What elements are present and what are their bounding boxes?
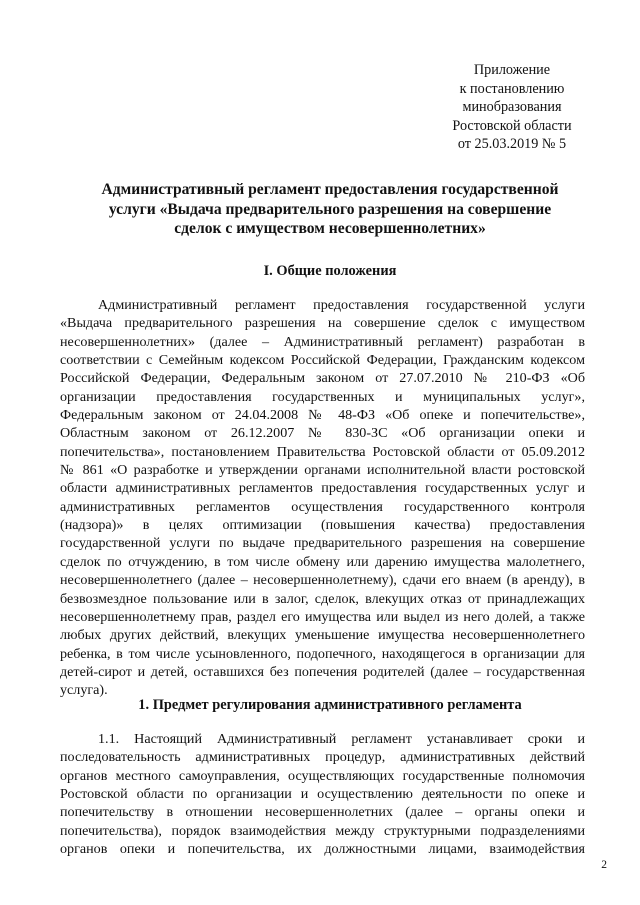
approval-line: к постановлению [459,80,565,97]
paragraph-line: органов местного самоуправления, осуществляющих государственные полномочия [60,767,585,784]
paragraph-line: любых других действий, влекущих уменьшение имущества несовершеннолетнего [60,627,585,644]
page-number: 2 [601,859,607,871]
paragraph-line: Ростовской области по организации и осуществлению деятельности по опеке и [60,786,585,803]
paragraph-line: области административных регламентов предоставления государственных услуг и [60,480,585,497]
paragraph-line: попечительству в отношении несовершеннолетних (далее – органы опеки и [60,804,585,821]
paragraph-line: № 861 «О разработке и утверждении органами исполнительной власти ростовской [60,462,585,479]
paragraph-line: (надзора)» в целях оптимизации (повышения качества) предоставления [60,517,585,534]
section-heading-general: I. Общие положения [263,263,397,279]
paragraph-general-provisions [60,296,585,700]
approval-block [417,61,607,154]
approval-line: Приложение [473,62,551,78]
approval-line: минобразования [462,99,562,116]
paragraph-line: административных регламентов осуществления государственного контроля [60,498,585,515]
paragraph-line: несовершеннолетних» (далее – Административный регламент) разработан в [60,333,585,350]
title-line: услуги «Выдача предварительного разрешения на совершение [108,200,552,218]
document-title [60,180,600,239]
paragraph-line: Федеральным законом от 24.04.2008 № 48-ФЗ «Об опеке и попечительстве», [60,407,585,424]
paragraph-line: 1.1. Настоящий Административный регламент устанавливает сроки и [98,731,585,747]
approval-line: Ростовской области [452,117,572,134]
paragraph-line: организации предоставления государственных и муниципальных услуг», [60,388,585,405]
paragraph-line: услуга). [60,682,108,699]
paragraph-line: Областным законом от 26.12.2007 № 830-ЗС «Об организации опеки и [60,425,585,442]
paragraph-line: попечительства), порядок взаимодействия между структурными подразделениями [60,822,585,839]
paragraph-line: несовершеннолетнему прав, раздел его имущества или выдел из него долей, а также [60,608,585,625]
approval-line: от 25.03.2019 № 5 [457,136,567,153]
title-line: сделок с имуществом несовершеннолетних» [174,220,486,237]
section-heading-subject: 1. Предмет регулирования административного регламента [138,697,522,713]
paragraph-line: ребенка, в том числе усыновленного, подопечного, находящегося в организации для [60,645,585,662]
paragraph-line: Российской Федерации, Федеральным законом от 27.07.2010 № 210-ФЗ «Об [60,370,585,387]
paragraph-line: последовательность административных процедур, административных действий [60,749,585,766]
paragraph-line: попечительства», постановлением Правительства Ростовской области от 05.09.2012 [60,443,585,460]
paragraph-line: несовершеннолетнего (далее – несовершеннолетнему), сдачи его внаем (в аренду), в [60,572,585,589]
paragraph-line: соответствии с Семейным кодексом Российской Федерации, Гражданским кодексом [60,352,585,369]
paragraph-line: детей-сирот и детей, оставшихся без попечения родителей (далее – государственная [60,663,585,680]
paragraph-line: органов опеки и попечительства, их должностными лицами, взаимодействия [60,841,585,858]
title-line: Административный регламент предоставления государственной [101,181,559,198]
paragraph-line: безвозмездное пользование или в залог, сделок, влекущих отказ от принадлежащих [60,590,585,607]
paragraph-line: Административный регламент предоставления государственной услуги [98,297,585,313]
paragraph-line: сделок по отчуждению, в том числе обмену или дарению имущества малолетнего, [60,553,585,570]
paragraph-subject-of-regulation [60,730,585,858]
paragraph-line: «Выдача предварительного разрешения на совершение сделок с имуществом [60,315,585,332]
paragraph-line: государственной услуги по выдаче предварительного разрешения на совершение [60,535,585,552]
